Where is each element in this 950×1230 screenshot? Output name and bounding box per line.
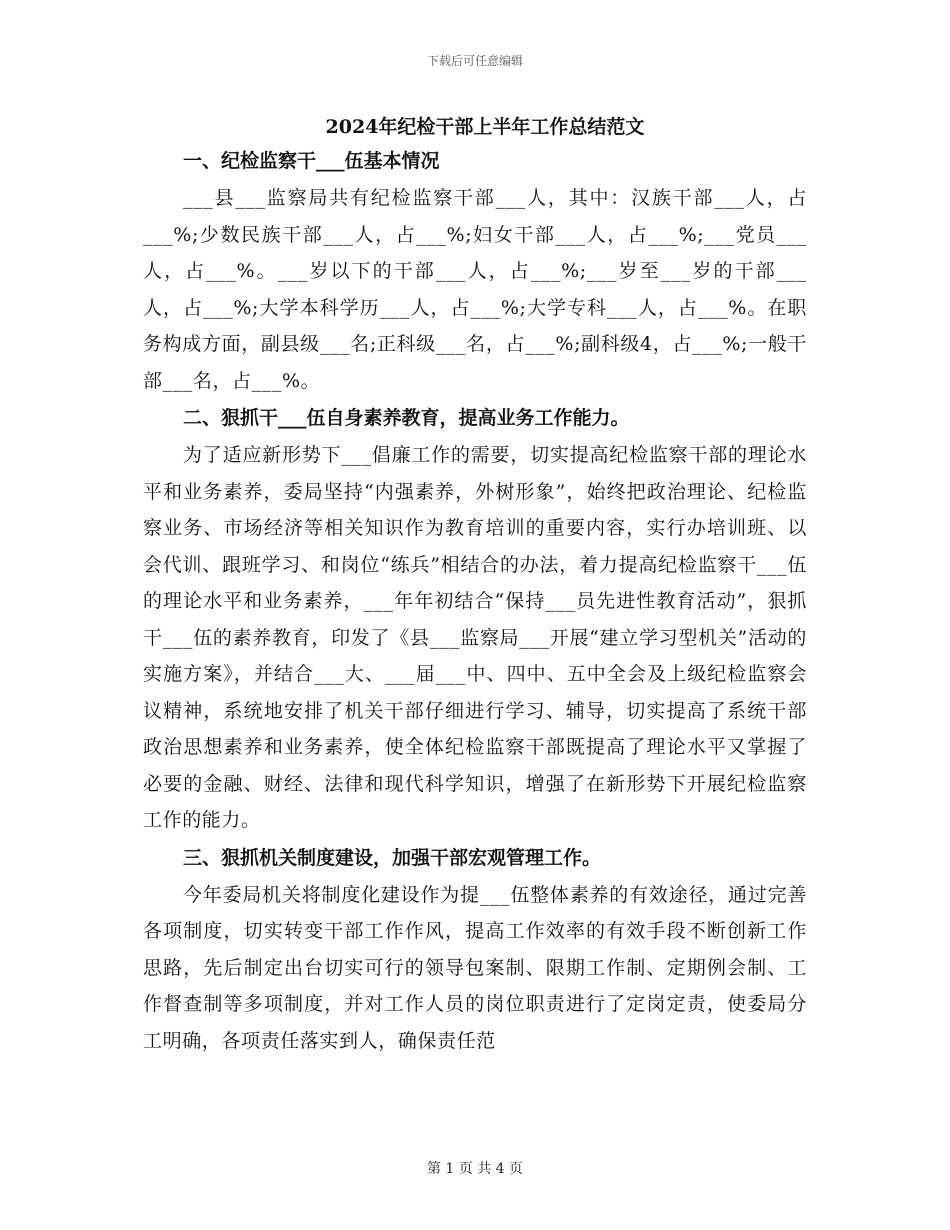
document-title: 2024年纪检干部上半年工作总结范文 bbox=[325, 116, 645, 138]
section-heading: 三、狠抓机关制度建设，加强干部宏观管理工作。 bbox=[183, 846, 602, 869]
document-body bbox=[143, 110, 807, 1061]
section-3 bbox=[143, 841, 807, 1060]
section-2 bbox=[143, 401, 807, 839]
section-heading: 一、纪检监察干___伍基本情况 bbox=[183, 150, 440, 172]
section-heading: 二、狠抓干___伍自身素养教育，提高业务工作能力。 bbox=[183, 407, 630, 429]
section-paragraph: 为了适应新形势下___倡廉工作的需要，切实提高纪检监察干部的理论水平和业务素养，委局坚持“内强素养，外树形象”，始终把政治理论、纪检监察业务、市场经济等相关知识作为教育培训的重要内容，实行办培训班、以会代训、跟班学习、和岗位“练兵”相结合的办法，着力提高纪检监察干___伍的理论水平和业务素养，___年年初结合“保持___员先进性教育活动”，狠抓干___伍的素养教育，印发了《县___监察局___开展“建立学习型机关”活动的实施方案》，并结合___大、___届___中、四中、五中全会及上级纪检监察会议精神，系统地安排了机关干部仔细进行学习、辅导，切实提高了系统干部政治思想素养和业务素养，使全体纪检监察干部既提高了理论水平又掌握了必要的金融、财经、法律和现代科学知识，增强了在新形势下开展纪检监察工作的能力。 bbox=[143, 444, 807, 831]
section-paragraph: 今年委局机关将制度化建设作为提___伍整体素养的有效途径，通过完善各项制度，切实转变干部工作作风，提高工作效率的有效手段不断创新工作思路，先后制定出台切实可行的领导包案制、限期工作制、定期例会制、工作督查制等多项制度，并对工作人员的岗位职责进行了定岗定责，使委局分工明确，各项责任落实到人，确保责任范 bbox=[143, 883, 807, 1052]
section-paragraph: ___县___监察局共有纪检监察干部___人，其中：汉族干部___人，占___%;少数民族干部___人，占___%;妇女干部___人，占___%;___党员___人，占___%。___岁以下的干部___人，占___%;___岁至___岁的干部___人，占___%;大学本科学历___人，占___%;大学专科___人，占___%。在职务构成方面，副县级___名;正科级___名，占___%;副科级4，占___%;一般干部___名，占___%。 bbox=[143, 187, 807, 392]
header-note: 下载后可任意编辑 bbox=[426, 54, 523, 68]
section-1 bbox=[143, 144, 807, 399]
page-number: 第 1 页 共 4 页 bbox=[426, 1161, 524, 1177]
